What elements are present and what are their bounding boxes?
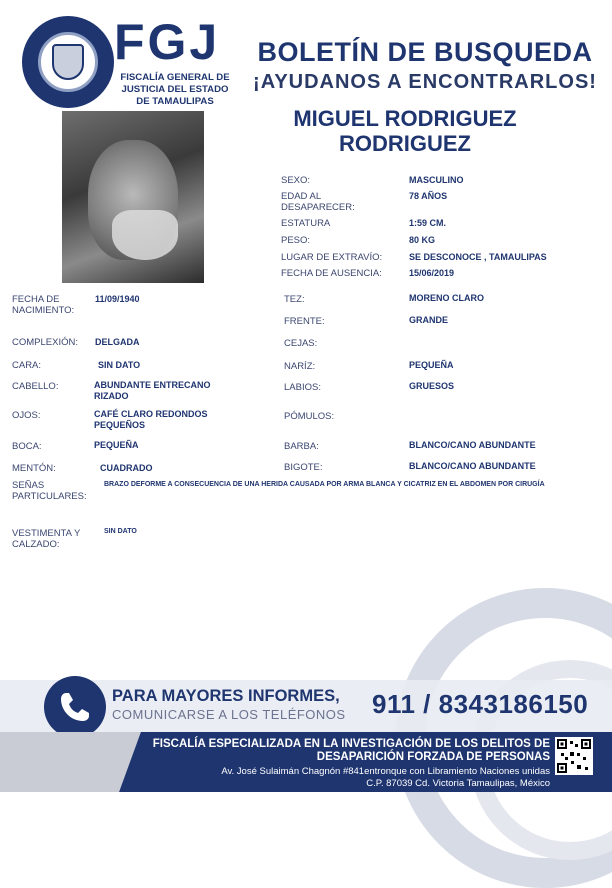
- feature-label-vestimenta: VESTIMENTA Y CALZADO:: [12, 528, 81, 550]
- feature-value-complexion: DELGADA: [95, 337, 140, 347]
- detail-label-edad: EDAD AL DESAPARECER:: [281, 191, 355, 213]
- photo-beard-shape: [112, 210, 178, 260]
- feature-value-nariz: PEQUEÑA: [409, 360, 454, 370]
- footer-address-line-2: C.P. 87039 Cd. Victoria Tamaulipas, México: [366, 777, 550, 789]
- contact-phones[interactable]: 911 / 8343186150: [372, 689, 589, 719]
- feature-value-vestimenta: SIN DATO: [104, 528, 137, 535]
- footer-office: FISCALÍA ESPECIALIZADA EN LA INVESTIGACIÓN DE LOS DELITOS DE DESAPARICIÓN FORZADA DE PERSONAS: [152, 738, 550, 763]
- phone-glyph: [44, 676, 106, 738]
- detail-label-lugar: LUGAR DE EXTRAVÍO:: [281, 252, 383, 263]
- feature-value-cara: SIN DATO: [98, 360, 141, 370]
- feature-value-senas: BRAZO DEFORME A CONSECUENCIA DE UNA HERIDA CAUSADA POR ARMA BLANCA Y CICATRIZ EN EL ABDOMEN POR CIRUGÍA: [104, 481, 545, 488]
- logo-subtitle: FISCALÍA GENERAL DE JUSTICIA DEL ESTADO DE TAMAULIPAS: [120, 72, 230, 107]
- feature-value-bigote: BLANCO/CANO ABUNDANTE: [409, 461, 536, 471]
- feature-value-labios: GRUESOS: [409, 381, 455, 391]
- feature-value-tez: MORENO CLARO: [409, 293, 484, 303]
- detail-value-lugar: SE DESCONOCE , TAMAULIPAS: [409, 252, 547, 262]
- seal-shield-icon: [52, 44, 84, 80]
- feature-label-nariz: NARÍZ:: [284, 361, 316, 372]
- bulletin-title: BOLETÍN DE BUSQUEDA: [257, 37, 593, 67]
- feature-label-tez: TEZ:: [284, 294, 305, 305]
- feature-label-menton: MENTÓN:: [12, 463, 56, 474]
- feature-label-senas: SEÑAS PARTICULARES:: [12, 480, 87, 502]
- contact-line-2: COMUNICARSE A LOS TELÉFONOS: [112, 707, 346, 722]
- feature-label-nacimiento: FECHA DE NACIMIENTO:: [12, 294, 75, 316]
- person-name: MIGUEL RODRIGUEZ RODRIGUEZ: [293, 106, 517, 156]
- feature-label-complexion: COMPLEXIÓN:: [12, 337, 78, 348]
- feature-label-pomulos: PÓMULOS:: [284, 411, 335, 422]
- feature-value-boca: PEQUEÑA: [94, 440, 139, 450]
- feature-label-cara: CARA:: [12, 360, 42, 371]
- feature-value-frente: GRANDE: [409, 315, 449, 325]
- feature-label-ojos: OJOS:: [12, 410, 41, 421]
- detail-label-fecha-ausencia: FECHA DE AUSENCIA:: [281, 268, 382, 279]
- feature-value-nacimiento: 11/09/1940: [95, 294, 140, 304]
- feature-value-cabello: ABUNDANTE ENTRECANO RIZADO: [94, 380, 211, 401]
- feature-label-cabello: CABELLO:: [12, 381, 59, 392]
- logo-acronym: FGJ: [114, 14, 221, 70]
- feature-label-labios: LABIOS:: [284, 382, 321, 393]
- footer-address-line-1: Av. José Sulaimán Chagnón #841entronque con Libramiento Naciones unidas: [221, 766, 550, 777]
- contact-line-1: PARA MAYORES INFORMES,: [112, 687, 340, 705]
- qr-code-icon: [555, 737, 593, 775]
- feature-label-bigote: BIGOTE:: [284, 462, 323, 473]
- detail-value-sexo: MASCULINO: [409, 175, 464, 185]
- detail-value-edad: 78 AÑOS: [409, 191, 448, 201]
- feature-label-boca: BOCA:: [12, 441, 42, 452]
- footer-address: [150, 766, 550, 789]
- detail-value-peso: 80 KG: [409, 235, 436, 245]
- bulletin-subtitle: ¡AYUDANOS A ENCONTRARLOS!: [253, 71, 597, 93]
- phone-icon: [44, 676, 106, 738]
- qr-glyph: [557, 739, 591, 773]
- detail-label-sexo: SEXO:: [281, 175, 311, 186]
- feature-value-menton: CUADRADO: [100, 463, 153, 473]
- feature-label-frente: FRENTE:: [284, 316, 325, 327]
- feature-label-barba: BARBA:: [284, 441, 319, 452]
- feature-value-barba: BLANCO/CANO ABUNDANTE: [409, 440, 536, 450]
- detail-label-peso: PESO:: [281, 235, 311, 246]
- feature-value-ojos: CAFÉ CLARO REDONDOS PEQUEÑOS: [94, 409, 208, 430]
- detail-value-fecha-ausencia: 15/06/2019: [409, 268, 455, 278]
- feature-label-cejas: CEJAS:: [284, 338, 318, 349]
- detail-value-estatura: 1:59 CM.: [409, 218, 447, 228]
- detail-label-estatura: ESTATURA: [281, 218, 331, 229]
